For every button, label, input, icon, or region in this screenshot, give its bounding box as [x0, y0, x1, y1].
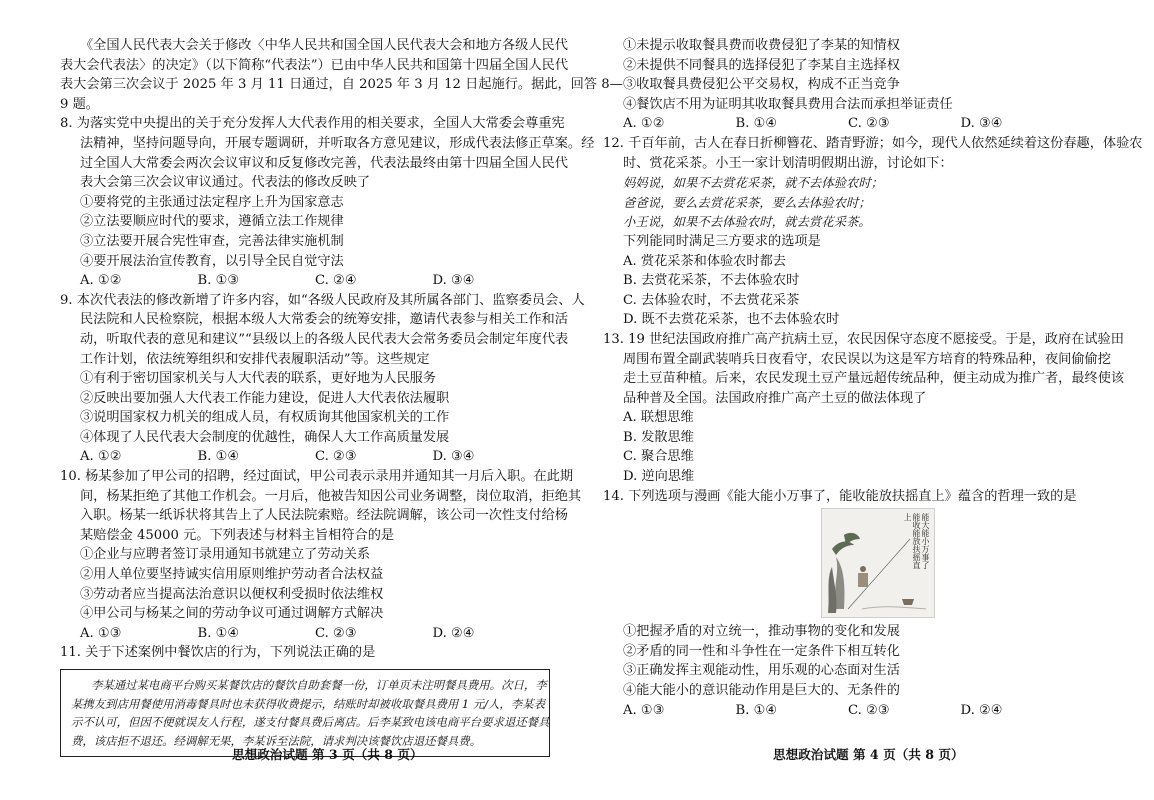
question-stem: 某赔偿金 45000 元。下列表述与材料主旨相符合的是	[80, 527, 395, 543]
option-a: A. ①③	[623, 702, 665, 718]
option-a: A. ①③	[80, 625, 122, 641]
dialogue-line: 妈妈说，如果不去赏花采茶，就不去体验农时；	[623, 175, 884, 191]
statement-item: ①有利于密切国家机关与人大代表的联系，更好地为人民服务	[80, 371, 437, 387]
question-stem: 12. 千百年前，古人在春日折柳簪花、踏青野游；如今，现代人依然延续着这份春趣，体验农	[603, 135, 1143, 151]
statement-item: ③立法要开展合宪性审查，完善法律实施机制	[80, 233, 344, 249]
option-c: C. 去体验农时，不去赏花采茶	[623, 292, 800, 308]
option-b: B. ①④	[735, 702, 778, 718]
option-c: C. ②③	[315, 625, 357, 641]
case-line: 示不认可，但因不便就误友人行程，遂支付餐具费后离店。后李某致电该电商平台要求退还餐具	[71, 715, 550, 730]
statement-item: ①未提示收取餐具费而收费侵犯了李某的知情权	[623, 38, 900, 53]
left-page	[60, 36, 623, 761]
question-stem: 14. 下列选项与漫画《能大能小万事了，能收能放扶摇直上》蕴含的哲理一致的是	[603, 488, 1077, 504]
statement-item: ④甲公司与杨某之间的劳动争议可通过调解方式解决	[80, 606, 384, 622]
question-stem: 10. 杨某参加了甲公司的招聘，经过面试，甲公司表示录用并通知其一月后入职。在此期	[60, 469, 574, 485]
option-c: C. ②③	[848, 702, 890, 718]
question-stem: 11. 关于下述案例中餐饮店的行为，下列说法正确的是	[60, 645, 376, 661]
statement-item: ①企业与应聘者签订录用通知书就建立了劳动关系	[80, 547, 371, 563]
dialogue-line: 爸爸说，要么去赏花采茶，要么去体验农时；	[623, 194, 871, 210]
statement-item: ③正确发挥主观能动性，用乐观的心态面对生活	[623, 663, 900, 679]
option-d: D. ③④	[432, 273, 475, 289]
question-stem: 周围布置全副武装哨兵日夜看守，农民误以为这是军方培育的特殊品种，夜间偷偷挖	[623, 351, 1111, 367]
question-13	[603, 330, 1125, 487]
statement-item: ④体现了人民代表大会制度的优越性，确保人大工作高质量发展	[80, 429, 450, 445]
option-b: B. ①④	[197, 625, 240, 641]
option-d: D. 既不去赏花采茶，也不去体验农时	[623, 312, 840, 328]
option-c: C. ②③	[315, 449, 357, 465]
statement-item: ②反映出要加强人大代表工作能力建设，促进人大代表依法履职	[80, 390, 450, 406]
option-b: B. 发散思维	[623, 429, 694, 445]
option-d: D. ②④	[960, 702, 1003, 718]
case-line: 李某通过某电商平台购买某餐饮店的餐饮自助套餐一份，订单页未注明餐具费用。次日，李	[91, 678, 547, 692]
statement-item: ③说明国家权力机关的组成人员，有权质询其他国家机关的工作	[80, 410, 450, 426]
cartoon-caption: 能大能小万事了 能收能放扶摇直上	[903, 513, 930, 570]
option-b: B. ①④	[735, 116, 778, 132]
answer-options	[603, 114, 1073, 134]
statement-item: ②未提供不同餐具的选择侵犯了李某自主选择权	[623, 57, 900, 73]
page-footer-left: 思想政治试题 第 3 页（共 8 页）	[232, 747, 423, 762]
statement-item: ③收取餐具费侵犯公平交易权，构成不正当竞争	[623, 77, 900, 93]
question-10	[60, 467, 582, 643]
question-12	[603, 134, 1143, 330]
question-8	[60, 114, 595, 290]
question-stem: 工作计划，依法统筹组织和安排代表履职活动”等。这些规定	[80, 351, 430, 367]
option-d: D. ③④	[432, 449, 475, 465]
question-stem: 走土豆苗种植。后来，农民发现土豆产量远超传统品种，便主动成为推广者，最终使该	[623, 371, 1125, 387]
option-c: C. 聚合思维	[623, 449, 694, 465]
question-stem: 入职。杨某一纸诉状将其告上了人民法院索赔。经法院调解，该公司一次性支付给杨	[80, 508, 568, 524]
statement-item: ③劳动者应当提高法治意识以便权利受损时依法维权	[80, 586, 384, 602]
question-stem: 过全国人大常委会两次会议审议和反复修改完善，代表法最终由第十四届全国人民代	[80, 155, 568, 171]
question-prompt: 下列能同时满足三方要求的选项是	[623, 233, 821, 249]
option-a: A. ①②	[80, 273, 122, 289]
intro-line: 《全国人民代表大会关于修改〈中华人民共和国全国人民代表大会和地方各级人民代	[80, 38, 568, 53]
intro-line: 表大会代表法〉的决定》（以下简称“代表法”）已由中华人民共和国第十四届全国人民代	[60, 57, 569, 73]
option-b: B. 去赏花采茶，不去体验农时	[623, 273, 800, 289]
question-14	[603, 487, 1077, 721]
option-c: C. ②④	[315, 273, 357, 289]
statement-item: ②用人单位要坚持诚实信用原则维护劳动者合法权益	[80, 567, 384, 583]
statement-item: ①要将党的主张通过法定程序上升为国家意志	[80, 194, 344, 210]
question-11	[60, 643, 550, 757]
statement-item: ②立法要顺应时代的要求，遵循立法工作规律	[80, 214, 344, 230]
question-stem: 民法院和人民检察院，根据本级人大常委会的统筹安排，邀请代表参与相关工作和活	[80, 312, 568, 328]
case-line: 费，该店拒不退还。经调解无果，李某诉至法院，请求判决该餐饮店退还餐具费。	[71, 733, 482, 748]
question-stem: 9. 本次代表法的修改新增了许多内容，如“各级人民政府及其所属各部门、监察委员会、人	[60, 292, 585, 308]
option-b: B. ①④	[197, 449, 240, 465]
intro-line: 表大会第三次会议于 2025 年 3 月 11 日通过，自 2025 年 3 月 12 日起施行。据此，回答 8—	[60, 77, 623, 93]
question-9	[60, 291, 585, 467]
passage-intro	[60, 36, 623, 114]
question-11-continued	[603, 36, 1073, 134]
question-stem: 法精神，坚持问题导向，开展专题调研，并听取各方意见建议，形成代表法修正草案。经	[80, 135, 595, 151]
statement-item: ①把握矛盾的对立统一，推动事物的变化和发展	[623, 624, 900, 640]
option-b: B. ①③	[197, 273, 240, 289]
question-stem: 表大会第三次会议审议通过。代表法的修改反映了	[80, 175, 371, 191]
option-d: D. ③④	[960, 116, 1003, 132]
question-stem: 时、赏花采茶。小王一家计划清明假期出游，讨论如下：	[623, 155, 953, 171]
statement-item: ②矛盾的同一性和斗争性在一定条件下相互转化	[623, 643, 900, 659]
option-a: A. 赏花采茶和体验农时都去	[623, 253, 786, 269]
question-stem: 品种普及全国。法国政府推广高产土豆的做法体现了	[623, 390, 927, 406]
question-stem: 间，杨某拒绝了其他工作机会。一月后，他被告知因公司业务调整，岗位取消，拒绝其	[80, 488, 582, 504]
question-stem: 13. 19 世纪法国政府推广高产抗病土豆，农民因保守态度不愿接受。于是，政府在试验田	[603, 331, 1124, 347]
page-footer-right: 思想政治试题 第 4 页（共 8 页）	[773, 747, 964, 762]
statement-item: ④能大能小的意识能动作用是巨大的、无条件的	[623, 683, 900, 699]
option-a: A. ①②	[623, 116, 665, 132]
option-a: A. ①②	[80, 449, 122, 465]
option-d: D. 逆向思维	[623, 469, 695, 485]
statement-item: ④要开展法治宣传教育，以引导全民自觉守法	[80, 253, 344, 269]
option-c: C. ②③	[848, 116, 890, 132]
statement-item: ④餐饮店不用为证明其收取餐具费用合法而承担举证责任	[623, 96, 953, 112]
case-line: 某携友到店用餐使用消毒餐具时也未获得收费提示，结账时却被收取餐具费用 1 元/人，李某表	[71, 696, 545, 711]
option-a: A. 联想思维	[623, 410, 694, 426]
question-stem: 动，听取代表的意见和建议”“县级以上的各级人民代表大会常务委员会制定年度代表	[80, 331, 569, 347]
dialogue-line: 小王说，如果不去体验农时，就去赏花采茶。	[623, 214, 871, 230]
cartoon-image	[821, 508, 935, 618]
answer-options	[60, 624, 550, 644]
right-page	[603, 36, 1143, 720]
answer-options	[60, 447, 550, 467]
question-stem: 8. 为落实党中央提出的关于充分发挥人大代表作用的相关要求，全国人大常委会尊重宪	[60, 116, 565, 132]
answer-options	[603, 701, 1073, 721]
intro-line: 9 题。	[60, 96, 99, 112]
option-d: D. ②④	[432, 625, 475, 641]
answer-options	[60, 271, 550, 291]
